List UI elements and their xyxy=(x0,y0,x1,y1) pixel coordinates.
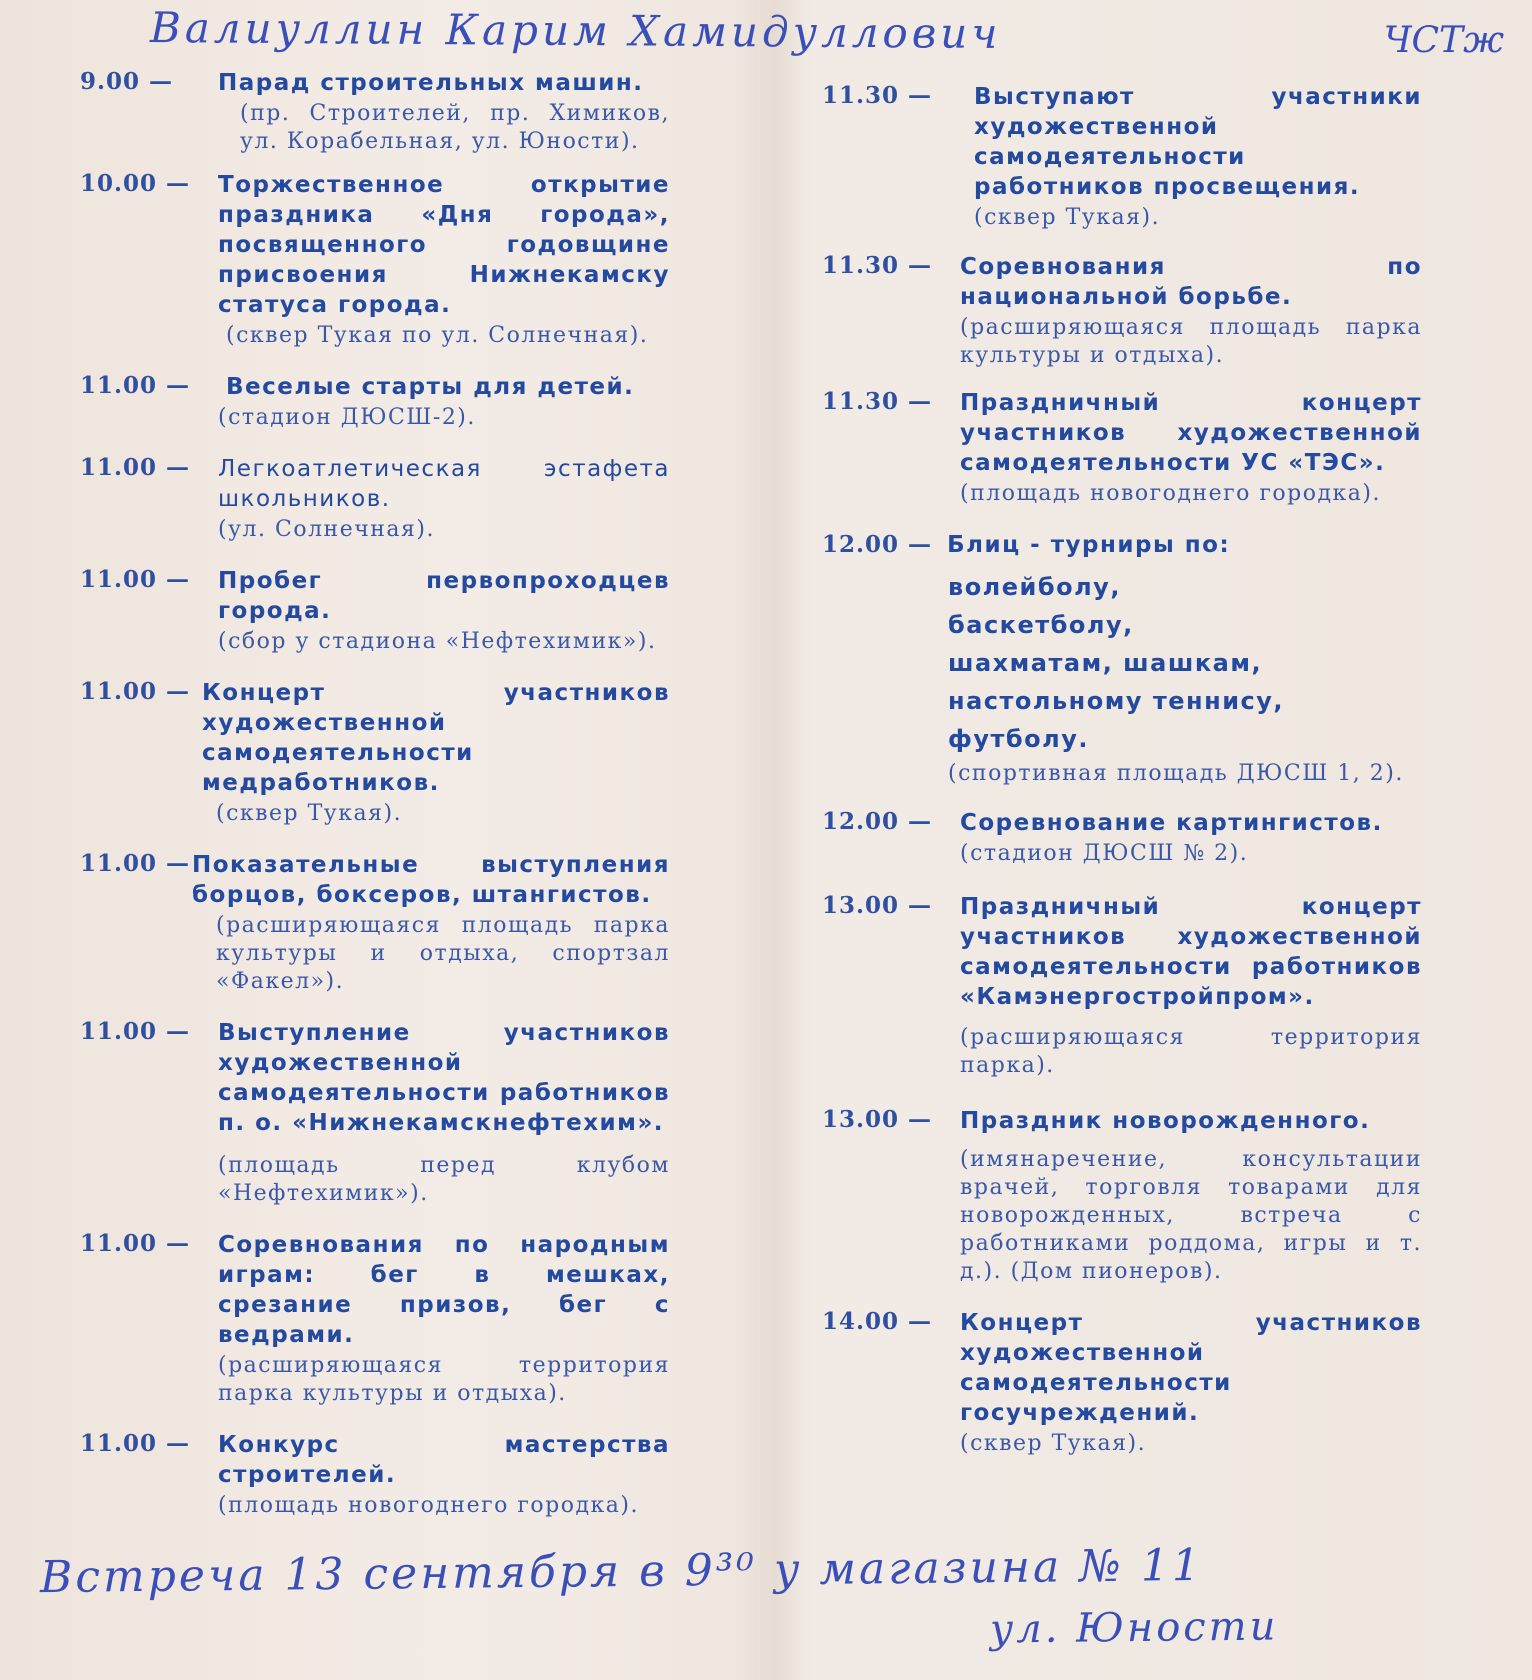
list-item: волейболу, xyxy=(948,573,1121,601)
schedule-entry xyxy=(80,566,670,656)
entry-place: (расширяющаяся территория парка). xyxy=(960,1025,1422,1078)
schedule-entry xyxy=(822,82,1422,232)
schedule-entry xyxy=(822,388,1422,508)
entry-time: 11.00 — xyxy=(80,1430,191,1457)
entry-time: 12.00 — xyxy=(822,531,933,558)
entry-time: 9.00 — xyxy=(80,68,174,95)
schedule-entry xyxy=(80,68,670,156)
entry-title: Выступление участников художественной самодеятельности работников п. о. «Нижнекамскнефтехим». xyxy=(218,1020,670,1136)
entry-title: Блиц - турниры по: xyxy=(947,532,1231,558)
list-item: шахматам, шашкам, xyxy=(948,649,1263,677)
schedule-entry xyxy=(822,1106,1422,1286)
entry-place: (ул. Солнечная). xyxy=(218,517,436,542)
entry-time: 14.00 — xyxy=(822,1308,933,1335)
entry-time: 11.00 — xyxy=(80,566,191,593)
handwritten-name: Валиуллин Карим Хамидуллович xyxy=(149,3,1002,58)
right-column xyxy=(822,82,1422,1468)
entry-time: 11.00 — xyxy=(80,454,191,481)
entry-place: (стадион ДЮСШ № 2). xyxy=(960,841,1249,866)
entry-time: 11.00 — xyxy=(80,678,191,705)
entry-title: Концерт участников художественной самодеятельности госучреждений. xyxy=(960,1310,1422,1426)
entry-title: Соревнования по народным играм: бег в мешках, срезание призов, бег с ведрами. xyxy=(218,1232,670,1348)
entry-place: (расширяющаяся территория парка культуры и отдыха). xyxy=(218,1353,670,1406)
entry-title: Выступают участники художественной самодеятельности работников просвещения. xyxy=(974,84,1422,200)
schedule-entry xyxy=(80,1430,670,1520)
entry-title: Легкоатлетическая эстафета школьников. xyxy=(218,456,670,512)
entry-title: Пробег первопроходцев города. xyxy=(218,568,670,624)
schedule-entry xyxy=(822,892,1422,1080)
list-item: футболу. xyxy=(948,725,1089,753)
schedule-entry xyxy=(822,1308,1422,1458)
entry-time: 11.30 — xyxy=(822,82,933,109)
entry-time: 11.00 — xyxy=(80,372,191,399)
entry-place: (имянаречение, консультации врачей, торговля товарами для новорожденных, встреча с работниками роддома, игры и т. д.). (Дом пионеров). xyxy=(960,1147,1422,1284)
entry-title: Соревнования по национальной борьбе. xyxy=(960,254,1422,310)
handwritten-code: ЧСТж xyxy=(1383,20,1504,61)
handwritten-street-note: ул. Юности xyxy=(989,1603,1279,1653)
entry-place: (площадь новогоднего городка). xyxy=(218,1493,639,1518)
schedule-entry xyxy=(822,808,1422,868)
entry-time: 11.00 — xyxy=(80,1230,191,1257)
schedule-entry-blitz xyxy=(822,530,1422,788)
schedule-entry xyxy=(80,170,670,350)
entry-title: Праздник новорожденного. xyxy=(960,1108,1371,1134)
entry-place: (стадион ДЮСШ-2). xyxy=(218,405,476,430)
entry-title: Парад строительных машин. xyxy=(218,70,644,96)
entry-place: (сквер Тукая). xyxy=(974,205,1161,230)
entry-title: Веселые старты для детей. xyxy=(226,374,635,400)
entry-title: Праздничный концерт участников художественной самодеятельности УС «ТЭС». xyxy=(960,390,1422,476)
entry-title: Праздничный концерт участников художественной самодеятельности работников «Камэнергостройпром». xyxy=(960,894,1422,1010)
schedule-entry xyxy=(822,252,1422,370)
entry-place: (спортивная площадь ДЮСШ 1, 2). xyxy=(948,761,1404,786)
blitz-sports-list xyxy=(948,568,1422,788)
entry-place: (сквер Тукая по ул. Солнечная). xyxy=(226,323,649,348)
entry-title: Концерт участников художественной самодеятельности медработников. xyxy=(202,680,670,796)
entry-title: Торжественное открытие праздника «Дня города», посвященного годовщине присвоения Нижнекамску статуса города. xyxy=(218,172,670,318)
entry-place: (сбор у стадиона «Нефтехимик»). xyxy=(218,629,657,654)
schedule-entry xyxy=(80,678,670,828)
entry-title: Конкурс мастерства строителей. xyxy=(218,1432,670,1488)
schedule-entry xyxy=(80,850,670,996)
entry-time: 11.00 — xyxy=(80,1018,191,1045)
entry-place: (пр. Строителей, пр. Химиков, ул. Корабельная, ул. Юности). xyxy=(240,101,670,154)
schedule-entry xyxy=(80,372,670,432)
entry-place: (площадь перед клубом «Нефтехимик»). xyxy=(218,1153,670,1206)
entry-time: 10.00 — xyxy=(80,170,191,197)
entry-title: Соревнование картингистов. xyxy=(960,810,1383,836)
entry-place: (расширяющаяся площадь парка культуры и отдыха, спортзал «Факел»). xyxy=(216,913,670,994)
schedule-entry xyxy=(80,1230,670,1408)
list-item: настольному теннису, xyxy=(948,687,1284,715)
entry-title: Показательные выступления борцов, боксеров, штангистов. xyxy=(192,852,670,908)
entry-place: (площадь новогоднего городка). xyxy=(960,481,1381,506)
entry-time: 13.00 — xyxy=(822,892,933,919)
left-column xyxy=(80,68,670,1530)
handwritten-meeting-note: Встреча 13 сентября в 9³⁰ у магазина № 11 xyxy=(39,1539,1204,1604)
schedule-entry xyxy=(80,1018,670,1208)
entry-time: 12.00 — xyxy=(822,808,933,835)
entry-time: 13.00 — xyxy=(822,1106,933,1133)
entry-place: (сквер Тукая). xyxy=(960,1431,1147,1456)
entry-time: 11.30 — xyxy=(822,252,933,279)
entry-place: (расширяющаяся площадь парка культуры и отдыха). xyxy=(960,315,1422,368)
schedule-entry xyxy=(80,454,670,544)
entry-time: 11.00 — xyxy=(80,850,191,877)
entry-time: 11.30 — xyxy=(822,388,933,415)
entry-place: (сквер Тукая). xyxy=(216,801,403,826)
list-item: баскетболу, xyxy=(948,611,1134,639)
